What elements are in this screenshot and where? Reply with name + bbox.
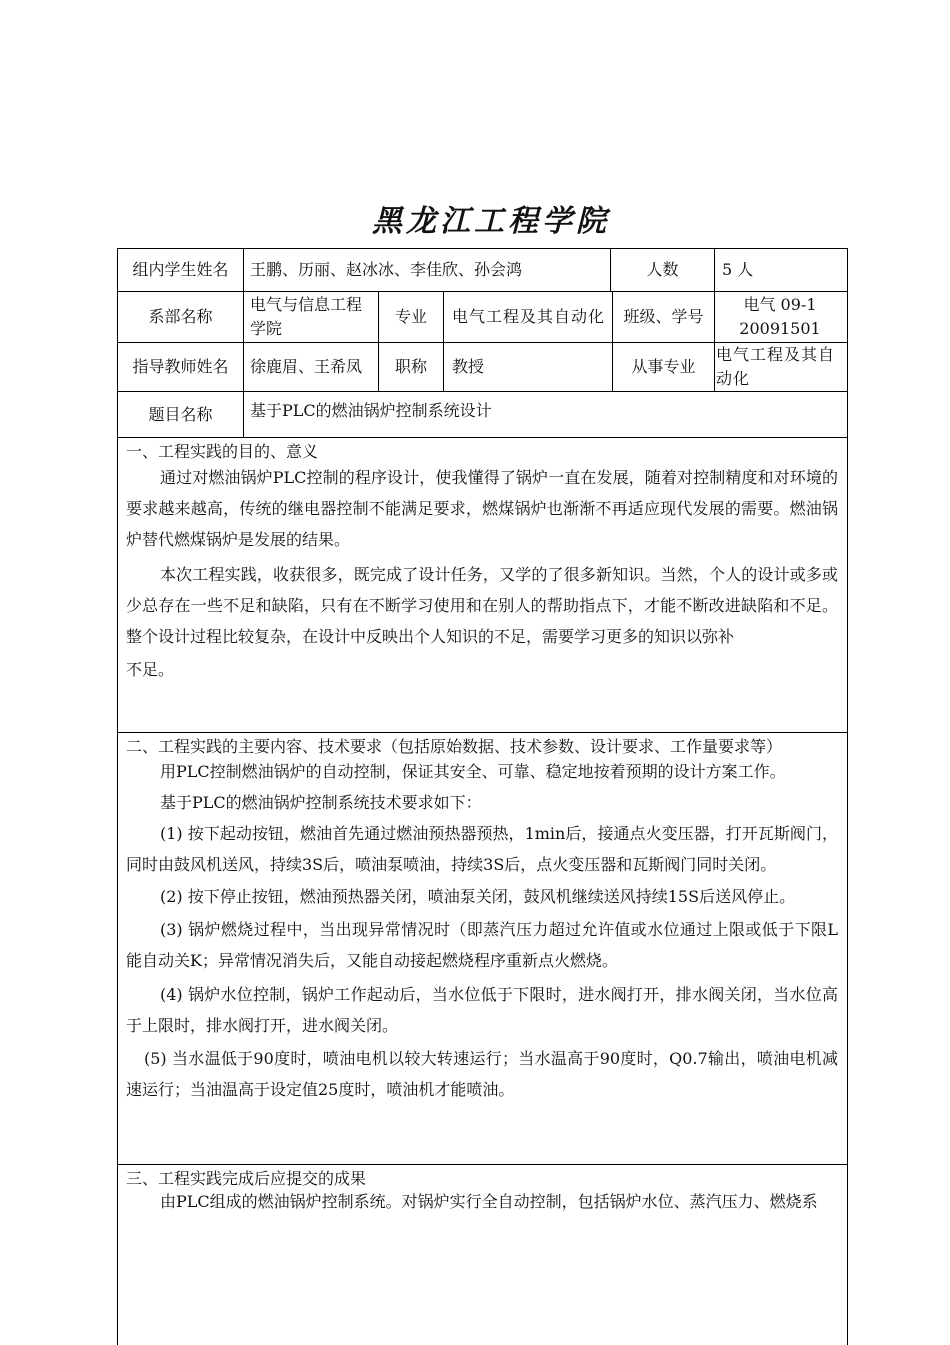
topic-label: 题目名称 (148, 404, 213, 424)
section3-heading: 三、工程实践完成后应提交的成果 (126, 1169, 367, 1188)
class-value (715, 292, 845, 342)
advisor-label: 指导教师姓名 (132, 357, 229, 376)
requirement-item-1: (1) 按下起动按钮，燃油首先通过燃油预热器预热，1min后，接通点火变压器，打开瓦斯阀门，同时由鼓风机送风，持续3S后，喷油泵喷油，持续3S后，点火变压器和瓦斯阀门同时关闭。 (126, 824, 838, 874)
section1-paragraph-1: 通过对燃油锅炉PLC控制的程序设计，使我懂得了锅炉一直在发展，随着对控制精度和对环境的要求越来越高，传统的继电器控制不能满足要求，燃煤锅炉也渐渐不再适应现代发展的需要。燃油锅炉替代燃煤锅炉是发展的结果。 (126, 468, 838, 549)
students-value: 王鹏、历丽、赵冰冰、李佳欣、孙会鸿 (250, 260, 523, 279)
section3-paragraph-1: 由PLC组成的燃油锅炉控制系统。对锅炉实行全自动控制，包括锅炉水位、蒸汽压力、燃烧系 (160, 1192, 818, 1211)
major-value: 电气工程及其自动化 (452, 307, 606, 326)
requirement-item-3: (3) 锅炉燃烧过程中，当出现异常情况时（即蒸汽压力超过允许值或水位通过上限或低于下限L能自动关K；异常情况消失后，又能自动接起燃烧程序重新点火燃烧。 (126, 920, 838, 970)
column-divider (243, 248, 244, 437)
advisor-value: 徐鹿眉、王希凤 (250, 357, 363, 376)
title-label: 职称 (394, 357, 427, 376)
department-value: 电气与信息工程学院 (250, 295, 363, 338)
class-value-line-2: 20091501 (739, 319, 821, 338)
section-divider (117, 1164, 847, 1165)
section1-paragraph-2: 本次工程实践，收获很多，既完成了设计任务，又学的了很多新知识。当然，个人的设计或多或少总存在一些不足和缺陷，只有在不断学习使用和在别人的帮助指点下，才能不断改进缺陷和不足。整个设计过程比较复杂，在设计中反映出个人知识的不足，需要学习更多的知识以弥补 (126, 565, 838, 646)
row-divider (117, 437, 847, 438)
class-label: 班级、学号 (623, 307, 704, 326)
field-label: 从事专业 (631, 357, 696, 376)
section1-paragraph-2-tail: 不足。 (126, 660, 175, 679)
column-divider (443, 291, 444, 391)
students-label: 组内学生姓名 (132, 260, 229, 279)
field-value: 电气工程及其自动化 (716, 345, 836, 388)
requirement-item-4: (4) 锅炉水位控制，锅炉工作起动后，当水位低于下限时，进水阀打开，排水阀关闭，当水位高于上限时，排水阀打开，进水阀关闭。 (126, 985, 838, 1035)
topic-value: 基于PLC的燃油锅炉控制系统设计 (250, 401, 492, 420)
section2-paragraph-2: 基于PLC的燃油锅炉控制系统技术要求如下： (160, 793, 482, 812)
requirement-item-2: (2) 按下停止按钮，燃油预热器关闭，喷油泵关闭，鼓风机继续送风持续15S后送风停止。 (160, 887, 796, 906)
school-logo: 黑龙江工程学院 (372, 204, 610, 239)
department-label: 系部名称 (148, 307, 213, 326)
section1-heading: 一、工程实践的目的、意义 (126, 442, 319, 461)
title-value: 教授 (452, 357, 485, 376)
section-divider (117, 732, 847, 733)
count-label: 人数 (646, 260, 679, 279)
section2-paragraph-1: 用PLC控制燃油锅炉的自动控制，保证其安全、可靠、稳定地按着预期的设计方案工作。 (160, 762, 786, 781)
count-value: 5 人 (722, 260, 754, 279)
class-value-line-1: 电气 09-1 (743, 295, 817, 314)
section2-heading: 二、工程实践的主要内容、技术要求（包括原始数据、技术参数、设计要求、工作量要求等） (126, 737, 783, 756)
major-label: 专业 (394, 307, 427, 326)
requirement-item-5: (5) 当水温低于90度时，喷油电机以较大转速运行；当水温高于90度时，Q0.7输出，喷油电机减速运行；当油温高于设定值25度时，喷油机才能喷油。 (126, 1049, 838, 1099)
